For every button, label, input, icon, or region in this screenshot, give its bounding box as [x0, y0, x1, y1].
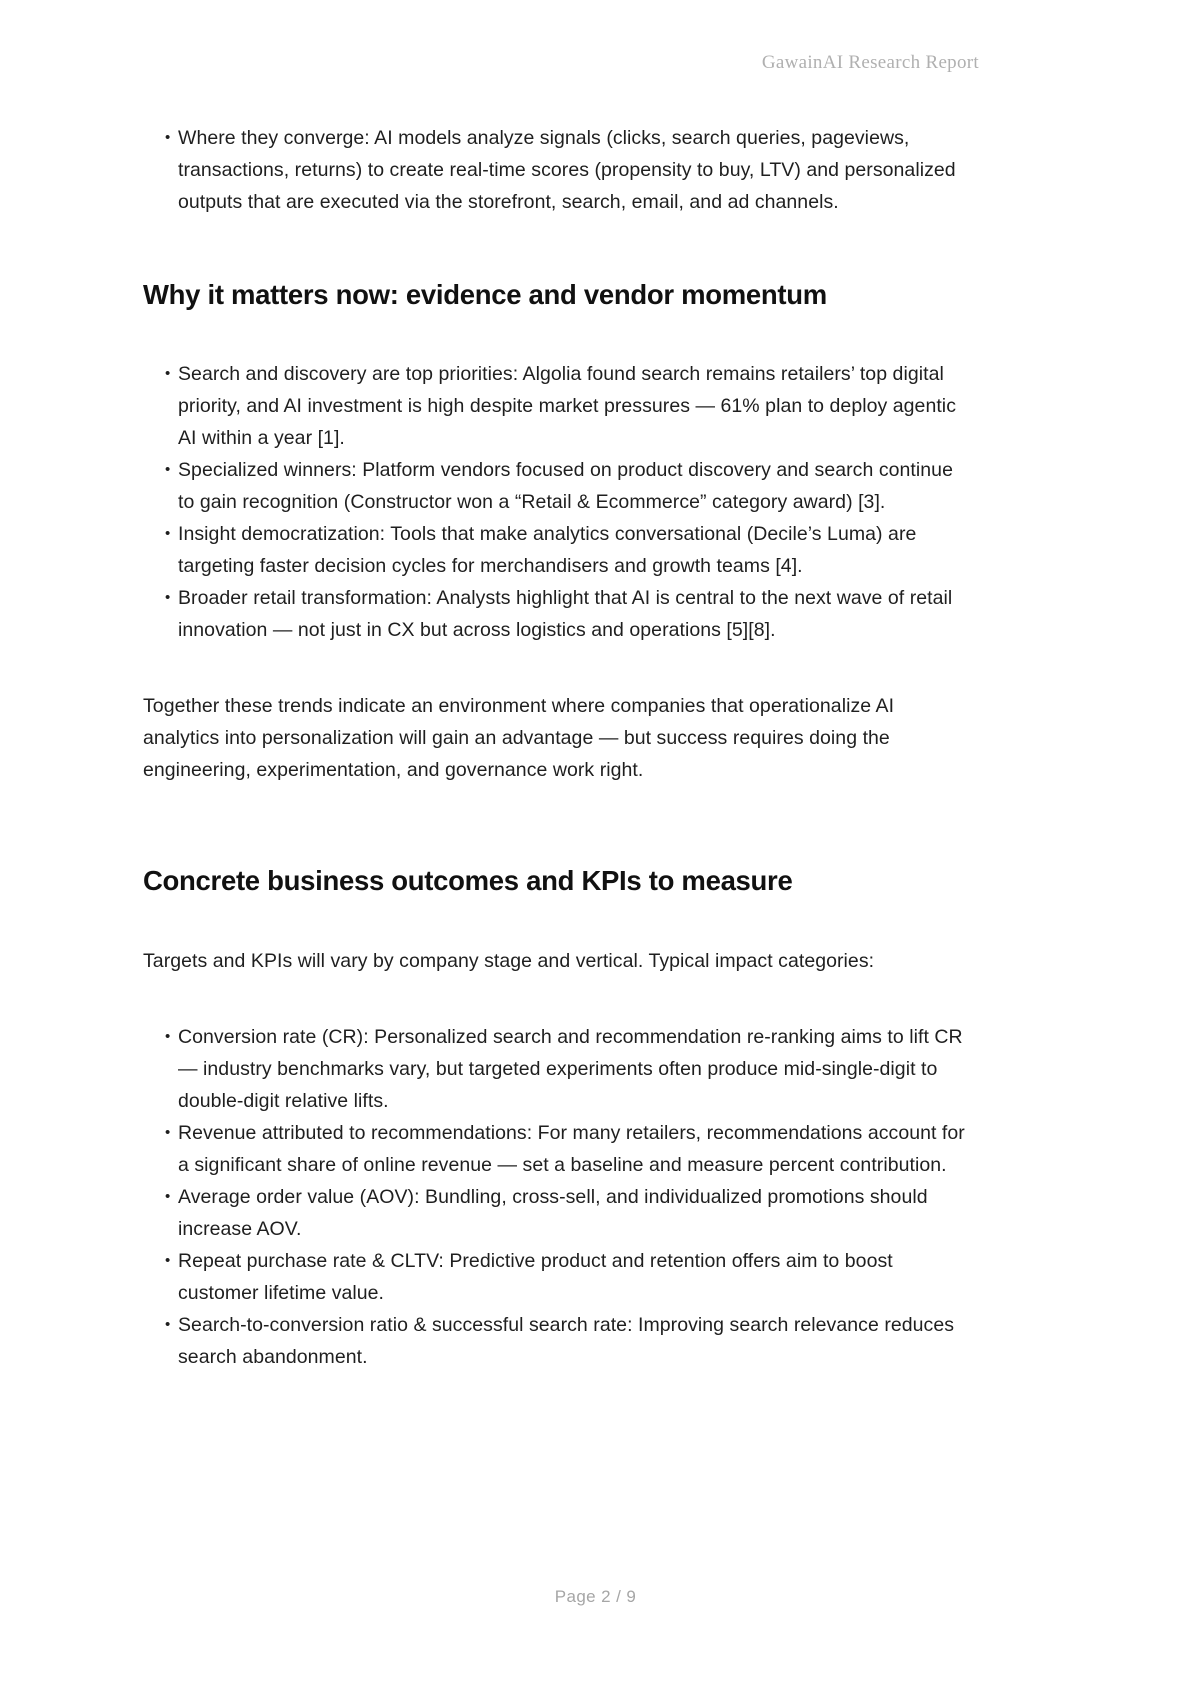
paragraph-trends-summary: Together these trends indicate an environment where companies that operationalize AI analytics into personalization will gain an advantage — but success requires doing the engineering, experimentation, and governance work right. [143, 695, 895, 782]
spacer [143, 646, 973, 690]
page-content [143, 122, 973, 1373]
kpi-bullet-list [143, 1021, 973, 1373]
list-item: • Revenue attributed to recommendations: For many retailers, recommendations account for a significant share of online revenue — set a baseline and measure percent contribution. [165, 1117, 973, 1181]
list-item: • Repeat purchase rate & CLTV: Predictive product and retention offers aim to boost customer lifetime value. [165, 1245, 973, 1309]
section-heading-business-outcomes: Concrete business outcomes and KPIs to measure [143, 865, 793, 897]
evidence-bullet-list [143, 358, 973, 646]
list-item: • Search-to-conversion ratio & successful search rate: Improving search relevance reduces search abandonment. [165, 1309, 973, 1373]
paragraph-kpi-intro: Targets and KPIs will vary by company stage and vertical. Typical impact categories: [143, 949, 875, 972]
list-item: • Specialized winners: Platform vendors focused on product discovery and search continue to gain recognition (Constructor won a “Retail & Ecommerce” category award) [3]. [165, 454, 973, 518]
page-footer: Page 2 / 9 [554, 1587, 637, 1606]
running-header: GawainAI Research Report [761, 52, 979, 73]
list-item: • Insight democratization: Tools that make analytics conversational (Decile’s Luma) are targeting faster decision cycles for merchandisers and growth teams [4]. [165, 518, 973, 582]
list-item: • Average order value (AOV): Bundling, cross-sell, and individualized promotions should increase AOV. [165, 1181, 973, 1245]
list-item: • Conversion rate (CR): Personalized search and recommendation re-ranking aims to lift CR — industry benchmarks vary, but targeted experiments often produce mid-single-digit to double-digit relative lifts. [165, 1021, 973, 1117]
list-item: • Where they converge: AI models analyze signals (clicks, search queries, pageviews, transactions, returns) to create real-time scores (propensity to buy, LTV) and personalized outputs that are executed via the storefront, search, email, and ad channels. [165, 122, 973, 218]
spacer [143, 312, 973, 358]
list-item: • Broader retail transformation: Analysts highlight that AI is central to the next wave of retail innovation — not just in CX but across logistics and operations [5][8]. [165, 582, 973, 646]
spacer [143, 977, 973, 1021]
intro-bullet-list [143, 122, 973, 218]
section-heading-why-it-matters: Why it matters now: evidence and vendor momentum [143, 279, 827, 310]
spacer [143, 218, 973, 278]
list-item: • Search and discovery are top priorities: Algolia found search remains retailers’ top digital priority, and AI investment is high despite market pressures — 61% plan to deploy agentic AI within a year [1]. [165, 358, 973, 454]
spacer [143, 899, 973, 945]
spacer [143, 786, 973, 864]
